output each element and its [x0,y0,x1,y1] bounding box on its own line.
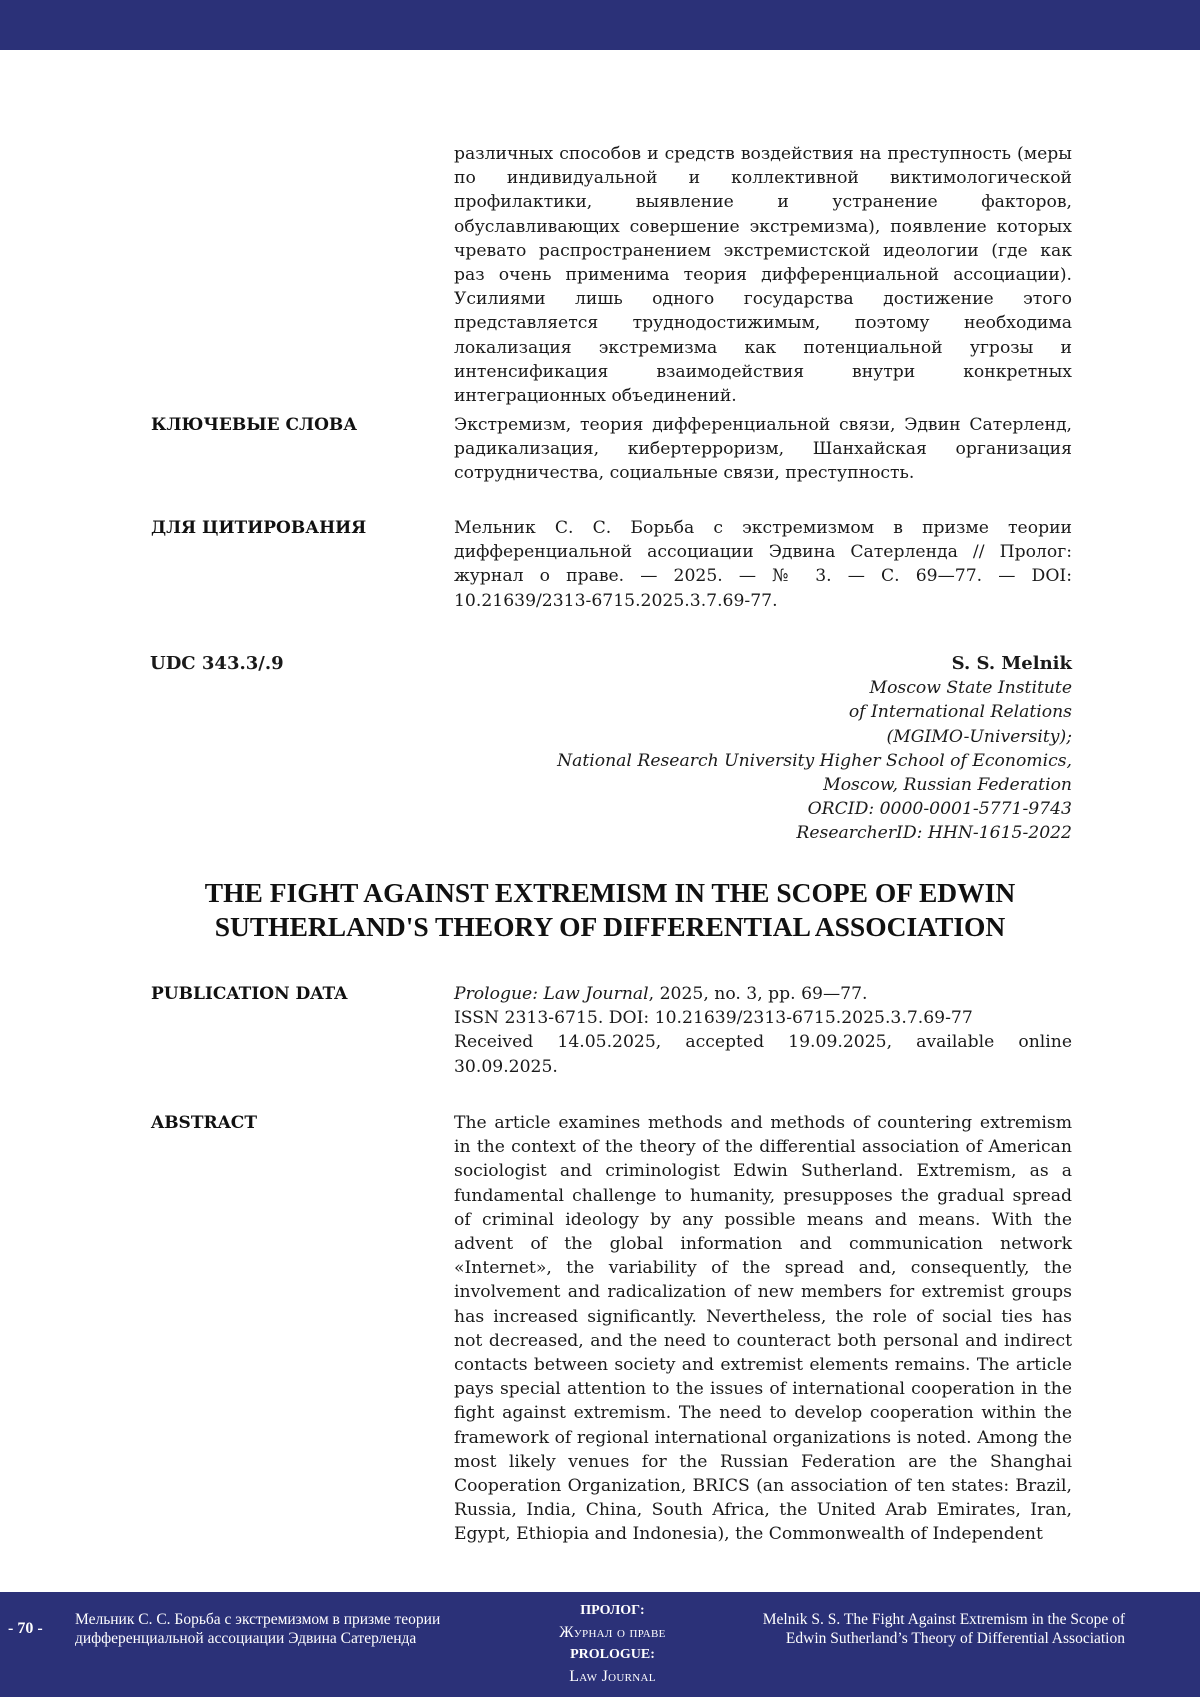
journal-issue: , 2025, no. 3, pp. 69—77. [648,984,868,1004]
journal-subtitle-en: Law Journal [569,1668,656,1685]
publication-data-label: PUBLICATION DATA [151,984,348,1004]
author-affiliation-line: National Research University Higher School of Economics, [557,750,1072,771]
footer-citation-en [705,1610,1125,1648]
header-bar [0,0,1200,50]
abstract-ru-continuation: различных способов и средств воздействия на преступность (меры по индивидуальной и коллективной виктимологической профилактики, выявление и устранение факторов, обуславливающих совершение экстремизма), появление которых чревато распространением экстремистской идеологии (где как раз очень применима теория дифференциальной ассоциации). Усилиями лишь одного государства достижение этого представляется труднодостижимым, поэтому необходима локализация экстремизма как потенциальной угрозы и интенсификация взаимодействия внутри конкретных интеграционных объединений. [454,144,1072,407]
title-line-2: SUTHERLAND'S THEORY OF DIFFERENTIAL ASSOCIATION [214,911,1006,942]
footer-citation-en-line: Edwin Sutherland’s Theory of Differential Association [785,1630,1125,1647]
publication-data-text [454,982,1072,1079]
journal-title-en: PROLOGUE: [570,1647,655,1662]
page-number: - 70 - [8,1620,43,1637]
journal-subtitle-ru: Журнал о праве [559,1624,666,1641]
author-block [452,652,1072,846]
keywords-ru-label: КЛЮЧЕВЫЕ СЛОВА [151,415,358,435]
journal-name: Prologue: Law Journal [454,984,649,1004]
udc-code: UDC 343.3/.9 [150,653,284,674]
journal-title-ru: ПРОЛОГ: [580,1603,645,1618]
keywords-ru-text: Экстремизм, теория дифференциальной связи, Эдвин Сатерленд, радикализация, кибертерроризм, Шанхайская организация сотрудничества, социальные связи, преступность. [454,415,1072,484]
author-affiliation-line: Moscow State Institute [869,678,1072,699]
footer-citation-ru-line: Мельник С. С. Борьба с экстремизмом в призме теории [75,1611,441,1628]
publication-dates: Received 14.05.2025, accepted 19.09.2025, available online 30.09.2025. [454,1032,1072,1077]
publication-issn-doi: ISSN 2313-6715. DOI: 10.21639/2313-6715.2025.3.7.69-77 [454,1008,973,1029]
citation-ru-label: ДЛЯ ЦИТИРОВАНИЯ [151,518,367,538]
footer-citation-ru [75,1610,505,1648]
abstract-label: ABSTRACT [151,1113,257,1133]
author-affiliation-line: (MGIMO-University); [886,726,1072,747]
author-name: S. S. Melnik [951,653,1072,674]
author-orcid: ORCID: 0000-0001-5771-9743 [807,799,1072,820]
article-title-en [130,876,1090,944]
journal-masthead [500,1600,725,1688]
author-affiliation-line: Moscow, Russian Federation [823,775,1072,796]
footer-citation-en-line: Melnik S. S. The Fight Against Extremism in the Scope of [762,1611,1125,1628]
footer-citation-ru-line: дифференциальной ассоциации Эдвина Сатерленда [75,1630,417,1647]
footer-bar [0,1592,1200,1697]
author-affiliation-line: of International Relations [848,702,1072,723]
citation-ru-text: Мельник С. С. Борьба с экстремизмом в призме теории дифференциальной ассоциации Эдвина Сатерленда // Пролог: журнал о праве. — 2025. — № 3. — С. 69—77. — DOI: 10.21639/2313-6715.2025.3.7.69-77. [454,518,1072,611]
author-researcherid: ResearcherID: HHN-1615-2022 [796,823,1072,844]
title-line-1: THE FIGHT AGAINST EXTREMISM IN THE SCOPE OF EDWIN [204,877,1016,908]
publication-journal-line [454,982,1072,1006]
abstract-text: The article examines methods and methods of countering extremism in the context of the theory of the differential association of American sociologist and criminologist Edwin Sutherland. Extremism, as a fundamental challenge to humanity, presupposes the gradual spread of criminal ideology by any possible means and means. With the advent of the global information and communication network «Internet», the variability of the spread and, consequently, the involvement and radicalization of new members for extremist groups has increased significantly. Nevertheless, the role of social ties has not decreased, and the need to counteract both personal and indirect contacts between society and extremist elements remains. The article pays special attention to the issues of international cooperation in the fight against extremism. The need to develop cooperation within the framework of regional international organizations is noted. Among the most likely venues for the Russian Federation are the Shanghai Cooperation Organization, BRICS (an association of ten states: Brazil, Russia, India, China, South Africa, the United Arab Emirates, Iran, Egypt, Ethiopia and Indonesia), the Commonwealth of Independent [454,1113,1072,1545]
